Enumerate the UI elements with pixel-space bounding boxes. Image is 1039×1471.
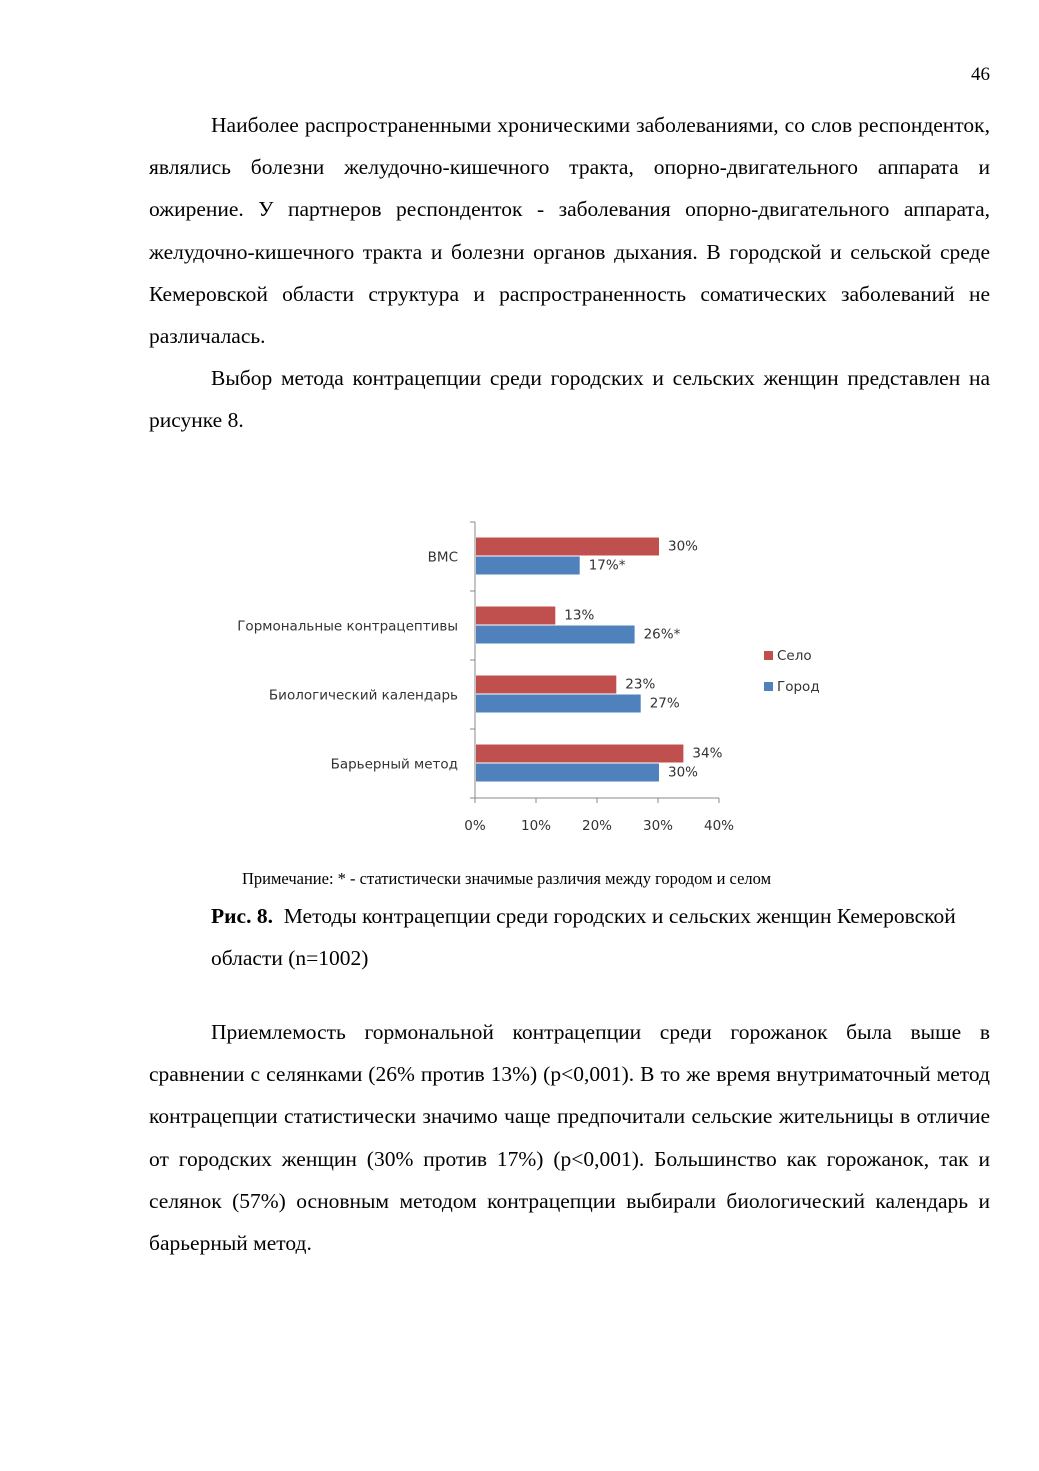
data-label: 23%: [625, 676, 656, 693]
figure-caption-label: Рис. 8.: [211, 904, 273, 928]
x-tick-label: 0%: [464, 818, 486, 834]
chart-svg: [220, 515, 840, 845]
category-label: Барьерный метод: [330, 756, 458, 773]
bar-rural: [476, 538, 659, 556]
bar-urban: [476, 626, 635, 644]
paragraph-text: Наиболее распространенными хроническими заболеваниями, со слов респонденток, являлись болезни желудочно-кишечного тракта, опорно-двигательного аппарата и ожирение. У партнеров респонденток - заболевания опорно-двигательного аппарата, желудочно-кишечного тракта и болезни органов дыхания. В городской и сельской среде Кемеровской области структура и распространенность соматических заболеваний не различалась.: [149, 113, 990, 349]
bar-rural: [476, 607, 555, 625]
data-label: 30%: [668, 764, 699, 781]
x-tick-label: 20%: [581, 818, 613, 834]
paragraph-hormonal-acceptance: [149, 1011, 990, 1264]
bar-urban: [476, 764, 659, 782]
x-tick-label: 40%: [703, 818, 735, 834]
bar-rural: [476, 676, 616, 694]
data-label: 17%*: [588, 557, 626, 574]
x-tick-label: 30%: [642, 818, 674, 834]
category-label: ВМС: [427, 549, 458, 566]
paragraph-chronic-diseases: [149, 104, 990, 357]
bar-urban: [476, 695, 641, 713]
data-label: 26%*: [643, 626, 681, 643]
page-number: 46: [971, 64, 990, 85]
bar-urban: [476, 557, 580, 575]
contraception-bar-chart: [220, 515, 840, 845]
x-tick-label: 10%: [520, 818, 552, 834]
category-label: Гормональные контрацептивы: [237, 618, 458, 635]
figure-caption-text: Методы контрацепции среди городских и сельских женщин Кемеровской области (n=1002): [211, 904, 956, 971]
data-label: 34%: [692, 745, 723, 762]
legend-label: Город: [777, 679, 820, 695]
data-label: 30%: [668, 538, 699, 555]
legend-label: Село: [777, 648, 812, 664]
legend-swatch: [764, 651, 773, 660]
paragraph-text: Выбор метода контрацепции среди городских и сельских женщин представлен на рисунке 8.: [149, 366, 990, 433]
figure-caption: [211, 895, 991, 979]
legend-swatch: [764, 682, 773, 691]
data-label: 27%: [649, 695, 680, 712]
bar-rural: [476, 745, 683, 763]
data-label: 13%: [564, 607, 595, 624]
figure-note: Примечание: * - статистически значимые различия между городом и селом: [242, 869, 772, 888]
paragraph-figure-intro: [149, 357, 990, 441]
category-label: Биологический календарь: [268, 687, 458, 704]
paragraph-text: Приемлемость гормональной контрацепции среди горожанок была выше в сравнении с селянками (26% против 13%) (p<0,001). В то же время внутриматочный метод контрацепции статистически значимо чаще предпочитали сельские жительницы в отличие от городских женщин (30% против 17%) (p<0,001). Большинство как горожанок, так и селянок (57%) основным методом контрацепции выбирали биологический календарь и барьерный метод.: [149, 1020, 990, 1256]
